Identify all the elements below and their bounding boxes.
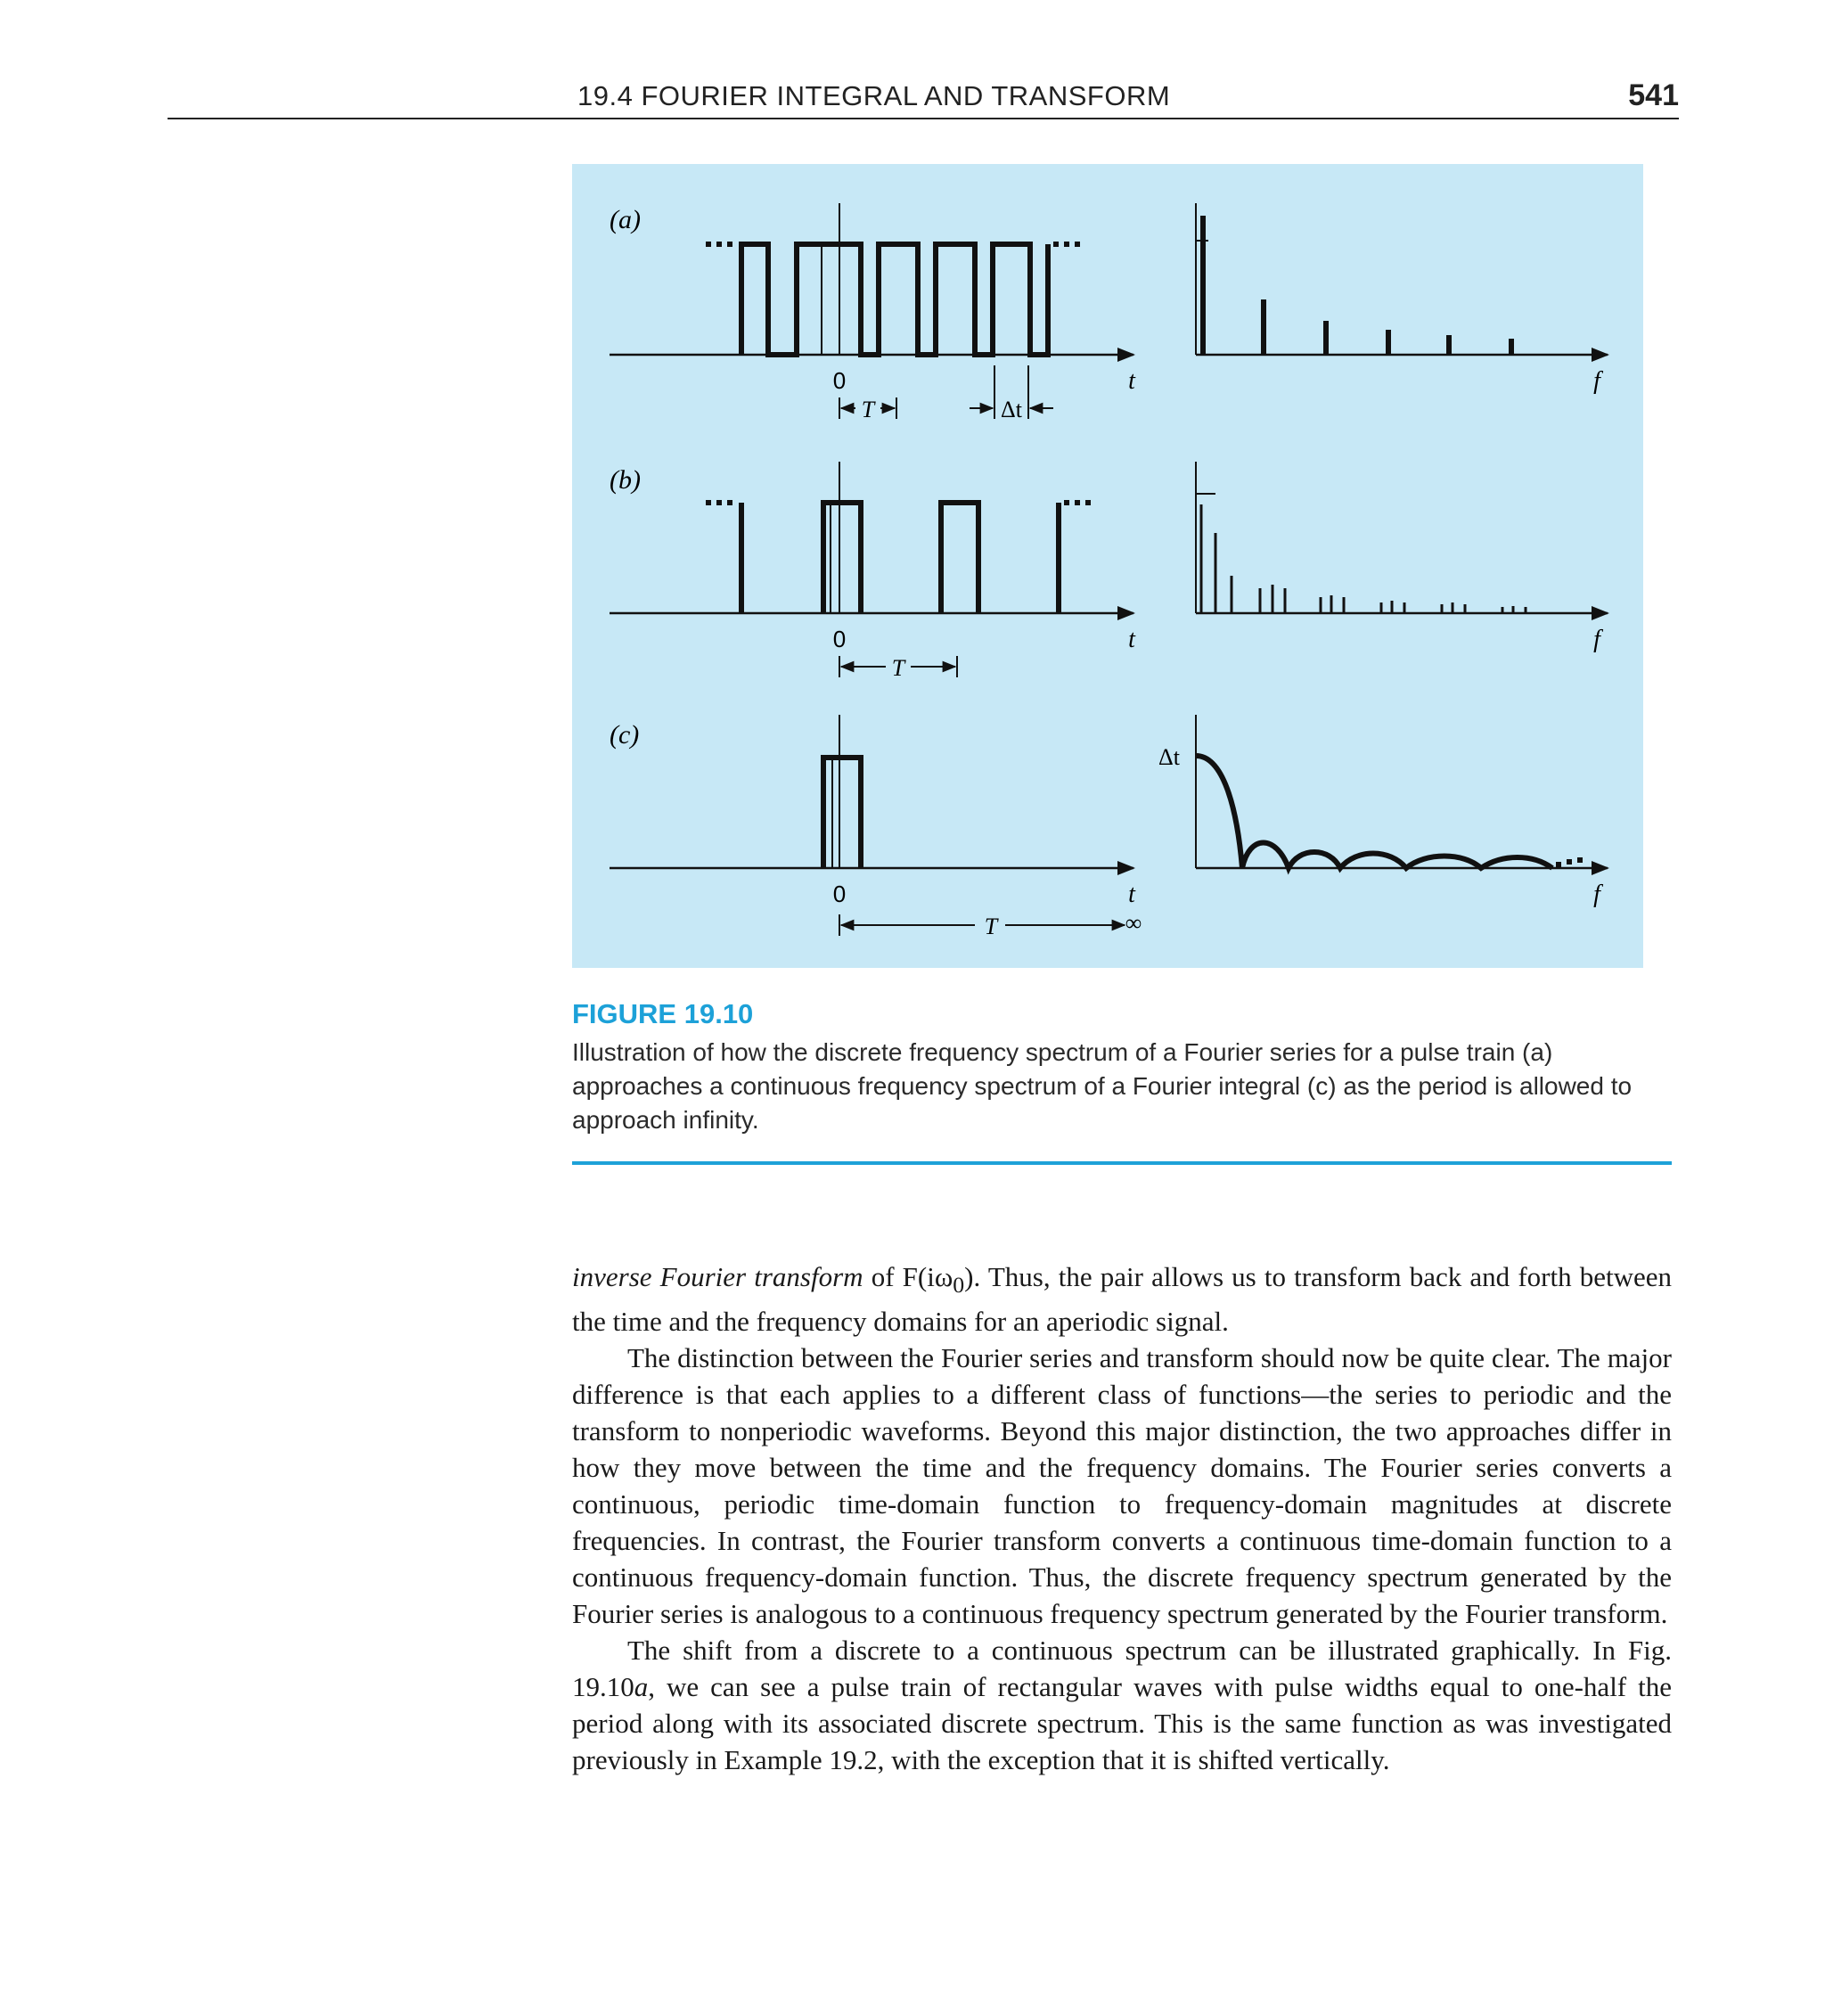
caption-divider	[572, 1161, 1672, 1165]
body-text	[572, 1258, 1672, 1778]
paragraph-3	[572, 1632, 1672, 1778]
panel-a-label: (a)	[610, 205, 641, 234]
panel-b-pulse-train	[741, 503, 1059, 613]
panel-a-width-label: Δt	[1001, 397, 1022, 422]
section-title: 19.4 FOURIER INTEGRAL AND TRANSFORM	[577, 80, 1171, 111]
panel-a-pulse-train	[741, 244, 1048, 355]
panel-c-single-pulse	[823, 758, 861, 868]
panel-b-ellipsis-right	[1064, 500, 1091, 505]
panel-a-spectrum-lines	[1203, 216, 1511, 355]
panel-c-time-label: t	[1128, 881, 1135, 908]
figure-caption-text: Illustration of how the discrete frequency spectrum of a Fourier series for a pulse train (a) approaches a continuous frequency spectrum of a Fourier integral (c) as the period is allowed to approach infinity.	[572, 1038, 1633, 1134]
panel-a-ellipsis-left	[706, 242, 732, 247]
paragraph-1	[572, 1258, 1672, 1340]
running-head	[168, 78, 1679, 119]
inline-text: ). Thus, the pair allows us to transform back and forth between the time and the frequency domains for an aperiodic signal.	[572, 1261, 1673, 1338]
panel-a-ellipsis-right	[1053, 242, 1080, 247]
panel-a	[610, 203, 1608, 422]
page-number: 541	[1628, 78, 1679, 112]
panel-a-period-label: T	[861, 397, 875, 422]
panel-c-origin-label: 0	[832, 881, 847, 907]
figure-19-10	[572, 164, 1643, 968]
panel-c-spectrum-curve	[1196, 756, 1552, 868]
panel-c-infinity-label: ∞	[1125, 910, 1142, 936]
panel-b-label: (b)	[610, 465, 641, 495]
panel-c	[610, 715, 1608, 939]
inline-italic-term: inverse Fourier transform	[572, 1261, 863, 1292]
panel-c-freq-label: f	[1593, 881, 1600, 908]
inline-text: The shift from a discrete to a continuous spectrum can be illustrated graphically. In Fig. 19.10	[572, 1635, 1672, 1703]
panel-a-time-label: t	[1128, 367, 1135, 395]
panel-b-origin-label: 0	[832, 626, 847, 652]
inline-subscript: 0	[953, 1272, 965, 1299]
panel-b-period-label: T	[891, 655, 905, 681]
panel-b-freq-label: f	[1593, 626, 1600, 653]
inline-text: , we can see a pulse train of rectangular waves with pulse widths equal to one-half the period along with its associated discrete spectrum. This is the same function as was investigated previously in Example 19.2, with the exception that it is shifted vertically.	[572, 1671, 1672, 1776]
inline-italic: a	[634, 1671, 649, 1703]
panel-a-origin-label: 0	[832, 367, 847, 394]
panel-c-label: (c)	[610, 720, 640, 750]
panel-b	[610, 462, 1608, 681]
panel-b-ellipsis-left	[706, 500, 732, 505]
figure-diagram	[572, 164, 1643, 968]
panel-b-time-label: t	[1128, 626, 1135, 653]
paragraph-2: The distinction between the Fourier series and transform should now be quite clear. The major difference is that each applies to a different class of functions—the series to periodic and the transform to nonperiodic waveforms. Beyond this major distinction, the two approaches differ in how they move between the time and the frequency domains. The Fourier series converts a continuous, periodic time-domain function to frequency-domain magnitudes at discrete frequencies. In contrast, the Fourier transform converts a continuous time-domain function to a continuous frequency-domain function. Thus, the discrete frequency spectrum generated by the Fourier series is analogous to a continuous frequency spectrum generated by the Fourier transform.	[572, 1342, 1672, 1630]
inline-text: of F(iω	[863, 1261, 953, 1292]
panel-c-ellipsis	[1556, 857, 1583, 867]
figure-caption-label: FIGURE 19.10	[572, 998, 754, 1029]
panel-c-amplitude-label: Δt	[1158, 744, 1180, 770]
panel-b-spectrum-lines	[1201, 504, 1526, 613]
panel-a-freq-label: f	[1593, 367, 1600, 395]
panel-c-period-label: T	[984, 914, 998, 939]
